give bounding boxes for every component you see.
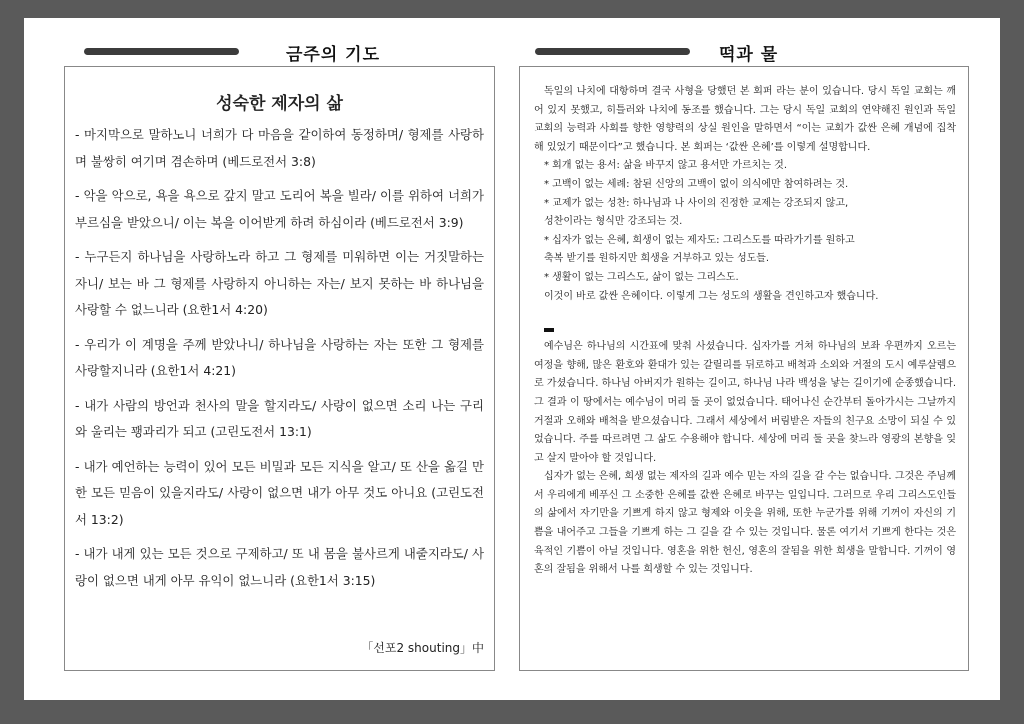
body-paragraph: 십자가 없는 은혜, 희생 없는 제자의 길과 예수 믿는 자의 길을 갈 수는 없습니다. 그것은 주님께서 우리에게 베푸신 그 소중한 은혜를 값싼 은혜로 바꾸는 일입니다. 그러므로 우리 그리스도인들의 삶에서 자기만을 기쁘게 하지 않고 형제와 이웃을 위해, 또한 누군가를 위해 기꺼이 자신의 기쁨을 내어주고 그들을 기쁘게 하는 그 길을 갈 수 있는 것입니다. 물론 여기서 기쁘게 한다는 것은 육적인 기쁨이 아닐 것입니다. 영혼을 위한 헌신, 영혼의 잘됨을 위한 희생을 말합니다. 기꺼이 영혼의 잘됨을 위해서 나를 희생할 수 있는 것입니다. — [534, 471, 956, 576]
left-header-title: 금주의 기도 — [286, 45, 381, 65]
verse-item: - 악을 악으로, 욕을 욕으로 갚지 말고 도리어 복을 빌라/ 이를 위하여 너희가 부르심을 받았으니/ 이는 복을 이어받게 하려 하심이라 (베드로전서 3:9) — [75, 188, 484, 230]
bulletin-page — [24, 18, 1000, 700]
intro-paragraph: 독일의 나치에 대항하며 결국 사형을 당했던 본 회퍼 라는 분이 있습니다. 당시 독일 교회는 깨어 있지 못했고, 히틀러와 나치에 동조를 했습니다. 그는 당시 독일 교회의 연약해진 원인과 독일 교회의 능력과 사회를 향한 영향력의 상실 원인을 말하면서 “이는 교회가 값싼 은혜 개념에 집착해 있었기 때문이다”고 했습니다. 본 회퍼는 ‘값싼 은혜’를 이렇게 설명합니다. — [534, 86, 956, 153]
bullet-item: * 회개 없는 용서: 삶을 바꾸지 않고 용서만 가르치는 것. — [544, 160, 788, 172]
bullet-item: * 생활이 없는 그리스도, 삶이 없는 그리스도. — [544, 271, 739, 283]
verse-item: - 우리가 이 계명을 주께 받았나니/ 하나님을 사랑하는 자는 또한 그 형제를 사랑할지니라 (요한1서 4:21) — [75, 336, 484, 378]
conclusion-line: 이것이 바로 값싼 은혜이다. 이렇게 그는 성도의 생활을 견인하고자 했습니다. — [544, 290, 879, 302]
verse-item: - 내가 예언하는 능력이 있어 모든 비밀과 모든 지식을 알고/ 또 산을 옮길 만한 모든 믿음이 있을지라도/ 사랑이 없으면 내가 아무 것도 아니요 (고린도전서 13:2) — [75, 458, 484, 527]
prayer-title: 성숙한 제자의 삶 — [216, 94, 343, 114]
body-paragraph: 예수님은 하나님의 시간표에 맞춰 사셨습니다. 십자가를 거쳐 하나님의 보좌 우편까지 오르는 여정을 향해, 많은 환호와 환대가 있는 갈릴리를 뒤로하고 배척과 소외와 거절의 도시 예루살렘으로 가셨습니다. 하나님 아버지가 원하는 길이고, 하나님 나라 백성을 낳는 길이기에 순종했습니다. 그 결과 이 땅에서는 예수님이 머리 둘 곳이 없었습니다. 태어나신 순간부터 돌아가시는 그날까지 거절과 오해와 배척을 받으셨습니다. 그래서 세상에서 버림받은 자들의 친구요 소망이 되실 수 있었습니다. 주를 따르려면 그 삶도 수용해야 합니다. 세상에 머리 둘 곳을 찾느라 영광의 본향을 잊고 살지 말아야 할 것입니다. — [534, 341, 956, 464]
left-header-bar — [84, 48, 239, 55]
bread-water-panel — [519, 66, 969, 671]
verse-item: - 마지막으로 말하노니 너희가 다 마음을 같이하여 동정하며/ 형제를 사랑하며 불쌍히 여기며 겸손하며 (베드로전서 3:8) — [75, 127, 484, 169]
section-dash-marker — [544, 328, 554, 332]
prayer-panel — [64, 66, 495, 671]
bullet-item: * 십자가 없는 은혜, 희생이 없는 제자도: 그리스도를 따라가기를 원하고 — [544, 234, 855, 246]
bullet-continuation: 성찬이라는 형식만 강조되는 것. — [544, 216, 683, 228]
bullet-item: * 고백이 없는 세례: 참된 신앙의 고백이 없이 의식에만 참여하려는 것. — [544, 178, 849, 190]
right-header-title: 떡과 물 — [719, 45, 779, 65]
verse-item: - 누구든지 하나님을 사랑하노라 하고 그 형제를 미워하면 이는 거짓말하는 자니/ 보는 바 그 형제를 사랑하지 아니하는 자는/ 보지 못하는 바 하나님을 사랑할 수 없느니라 (요한1서 4:20) — [75, 249, 484, 317]
source-citation: 「선포2 shouting」中 — [361, 641, 484, 655]
bullet-continuation: 축복 받기를 원하지만 희생을 거부하고 있는 성도들. — [544, 253, 770, 265]
verse-item: - 내가 내게 있는 모든 것으로 구제하고/ 또 내 몸을 불사르게 내줄지라도/ 사랑이 없으면 내게 아무 유익이 없느니라 (요한1서 3:15) — [75, 546, 484, 588]
right-header-bar — [535, 48, 690, 55]
verse-item: - 내가 사람의 방언과 천사의 말을 할지라도/ 사랑이 없으면 소리 나는 구리와 울리는 꽹과리가 되고 (고린도전서 13:1) — [75, 397, 484, 439]
bullet-item: * 교제가 없는 성찬: 하나님과 나 사이의 진정한 교제는 강조되지 않고, — [544, 197, 849, 209]
